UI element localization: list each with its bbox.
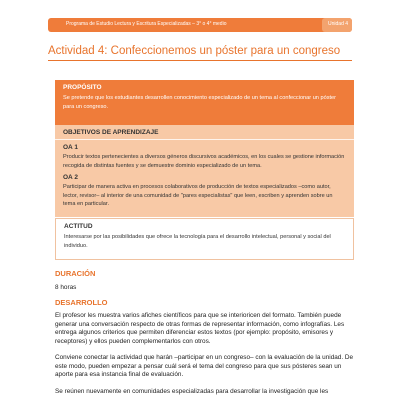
oa2-label: OA 2 [63,174,78,181]
objectives-divider [55,139,354,140]
purpose-text: Se pretende que los estudiantes desarrollen conocimiento especializado de un tema al confeccionar un póster para un congreso. [63,95,337,110]
unit-badge [322,18,352,32]
unit-label: Unidad 4 [328,21,349,27]
duration-value: 8 horas [55,284,77,291]
title-divider [48,60,352,61]
development-paragraph: Conviene conectar la actividad que harán –participar en un congreso– con la evaluación de la unidad. De este modo, pueden empezar a pensar cuál será el tema del congreso para que sus pósteres sean un aporte para esa instancia final de evaluación. [55,354,354,378]
objectives-box [55,125,354,217]
oa1-label: OA 1 [63,144,78,151]
development-heading: DESARROLLO [55,298,108,307]
attitude-box [55,218,354,260]
purpose-box [55,80,354,125]
header-bar [48,18,352,32]
duration-heading: DURACIÓN [55,269,96,278]
program-title: Programa de Estudio Lectura y Escritura Especializadas – 3° o 4° medio [66,21,227,27]
objectives-heading: OBJETIVOS DE APRENDIZAJE [63,129,159,136]
oa1-text: Producir textos pertenecientes a diversos géneros discursivos académicos, en los cuales se gestione información recogida de distintas fuentes y se demuestre dominio especializado de un tema. [63,154,345,169]
development-paragraph: El profesor les muestra varios afiches científicos para que se interioricen del formato. También puede generar una conversación respecto de otras formas de representar información, como infografías. Les entrega algunos criterios que permiten diferenciar estos textos (por ejemplo: propósito, emisores y receptores) y ellos pueden complementarlos con otros. [55,312,345,345]
oa2-text: Participar de manera activa en procesos colaborativos de producción de textos especializados –como autor, lector, revisor– al interior de una comunidad de "pares especialistas" que leen, escriben y aprenden sobre un tema en particular. [63,184,333,207]
attitude-text: Interesarse por las posibilidades que ofrece la tecnología para el desarrollo intelectual, personal y social del individuo. [64,234,331,249]
purpose-heading: PROPÓSITO [63,84,102,91]
development-paragraph: Se reúnen nuevamente en comunidades especializadas para desarrollar la investigación que les [55,388,329,395]
attitude-heading: ACTITUD [64,223,93,230]
activity-title: Actividad 4: Confeccionemos un póster para un congreso [48,45,341,57]
